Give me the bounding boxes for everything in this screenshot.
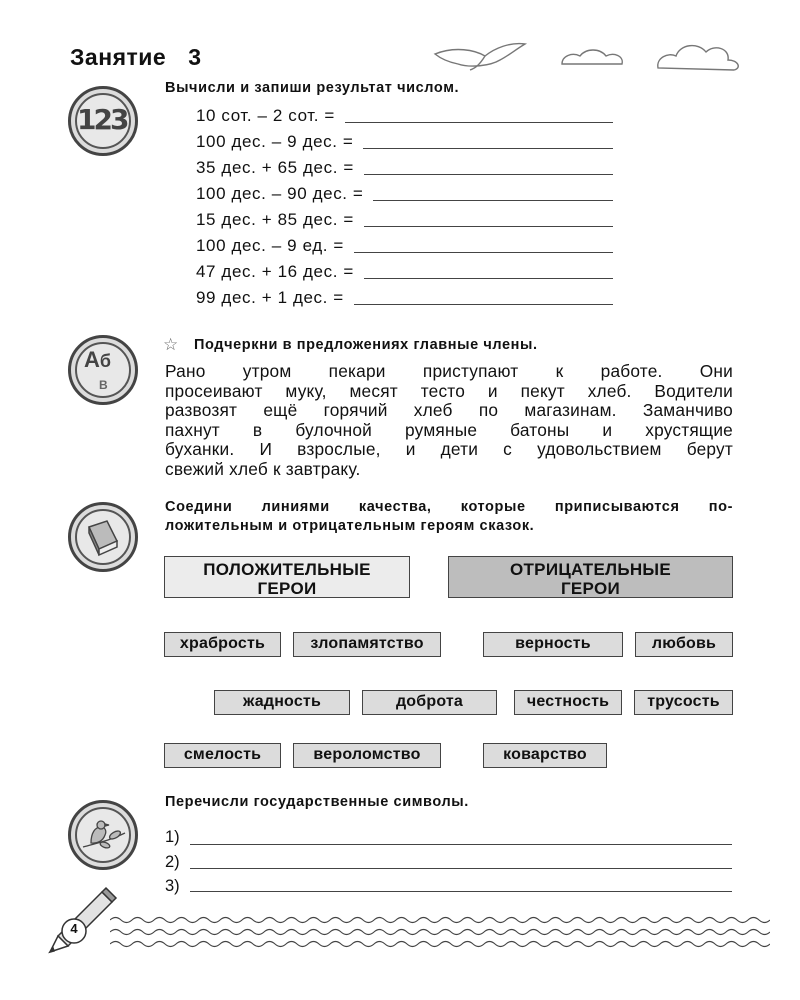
task4-instruction: Перечисли государственные символы. — [165, 794, 469, 810]
page-number: 4 — [70, 921, 78, 936]
quality-chip[interactable]: любовь — [635, 632, 733, 657]
wave-decoration-icon — [110, 912, 770, 960]
lesson-title — [70, 44, 202, 71]
answer-line[interactable] — [364, 174, 613, 175]
cloud-icon — [562, 50, 622, 64]
star-icon: ☆ — [163, 335, 179, 354]
numbers-123-icon: 123 — [77, 103, 127, 136]
equation-text: 100 дес. – 9 дес. = — [196, 132, 354, 151]
task3-instruction: Соедини линиями качества, которые приписываются по- ложительным и отрицательным героям сказок. — [165, 499, 733, 534]
book-icon — [83, 517, 123, 557]
task2-badge: Аб В — [68, 335, 138, 405]
quality-chip[interactable]: доброта — [362, 690, 497, 715]
positive-heroes-box: ПОЛОЖИТЕЛЬНЫЕ ГЕРОИ — [164, 556, 410, 598]
equation-text: 15 дес. + 85 дес. = — [196, 210, 354, 229]
task4-badge — [68, 800, 138, 870]
wave-line — [110, 942, 770, 947]
answer-line[interactable] — [190, 844, 732, 845]
negative-heroes-box: ОТРИЦАТЕЛЬНЫЕ ГЕРОИ — [448, 556, 733, 598]
symbol-item-number: 1) — [165, 828, 180, 846]
equation-text: 99 дес. + 1 дес. = — [196, 288, 344, 307]
bird-on-branch-icon — [79, 811, 129, 861]
equation-text: 100 дес. – 9 ед. = — [196, 236, 344, 255]
answer-line[interactable] — [354, 304, 613, 305]
symbol-item-number: 2) — [165, 853, 180, 871]
answer-line[interactable] — [345, 122, 613, 123]
quality-chip[interactable]: трусость — [634, 690, 733, 715]
answer-line[interactable] — [364, 226, 613, 227]
task1-badge — [68, 86, 138, 156]
cloud-icon-2 — [658, 46, 738, 70]
lesson-number: 3 — [188, 44, 202, 70]
letters-abv-icon: Аб — [84, 347, 112, 372]
quality-chip[interactable]: жадность — [214, 690, 350, 715]
equation-text: 35 дес. + 65 дес. = — [196, 158, 354, 177]
bird-clouds-decoration-icon — [430, 36, 750, 76]
answer-line[interactable] — [373, 200, 613, 201]
quality-chip[interactable]: честность — [514, 690, 622, 715]
quality-chip[interactable]: храбрость — [164, 632, 281, 657]
task3-badge — [68, 502, 138, 572]
task2-instruction: Подчеркни в предложениях главные члены. — [194, 337, 538, 353]
wave-line — [110, 930, 770, 935]
quality-chip[interactable]: злопамятство — [293, 632, 441, 657]
answer-line[interactable] — [190, 891, 732, 892]
answer-line[interactable] — [190, 868, 732, 869]
wave-line — [110, 918, 770, 923]
equation-text: 10 сот. – 2 сот. = — [196, 106, 335, 125]
answer-line[interactable] — [363, 148, 613, 149]
equation-text: 100 дес. – 90 дес. = — [196, 184, 364, 203]
equation-text: 47 дес. + 16 дес. = — [196, 262, 354, 281]
quality-chip[interactable]: коварство — [483, 743, 607, 768]
quality-chip[interactable]: смелость — [164, 743, 281, 768]
symbol-item-number: 3) — [165, 877, 180, 895]
answer-line[interactable] — [364, 278, 613, 279]
lesson-title-text: Занятие — [70, 44, 167, 70]
sentence-text: Рано утром пекари приступают к работе. Они просеивают муку, месят тесто и пекут хлеб. Водители развозят ещё горячий хлеб по магазинам. Заманчиво пахнут в булочной румяные батоны и хрустящие буханки. И взрослые, и дети с удовольствием берут свежий хлеб к завтраку. — [165, 361, 733, 479]
task1-instruction: Вычисли и запиши результат числом. — [165, 80, 460, 96]
answer-line[interactable] — [354, 252, 613, 253]
quality-chip[interactable]: верность — [483, 632, 623, 657]
quality-chip[interactable]: вероломство — [293, 743, 441, 768]
